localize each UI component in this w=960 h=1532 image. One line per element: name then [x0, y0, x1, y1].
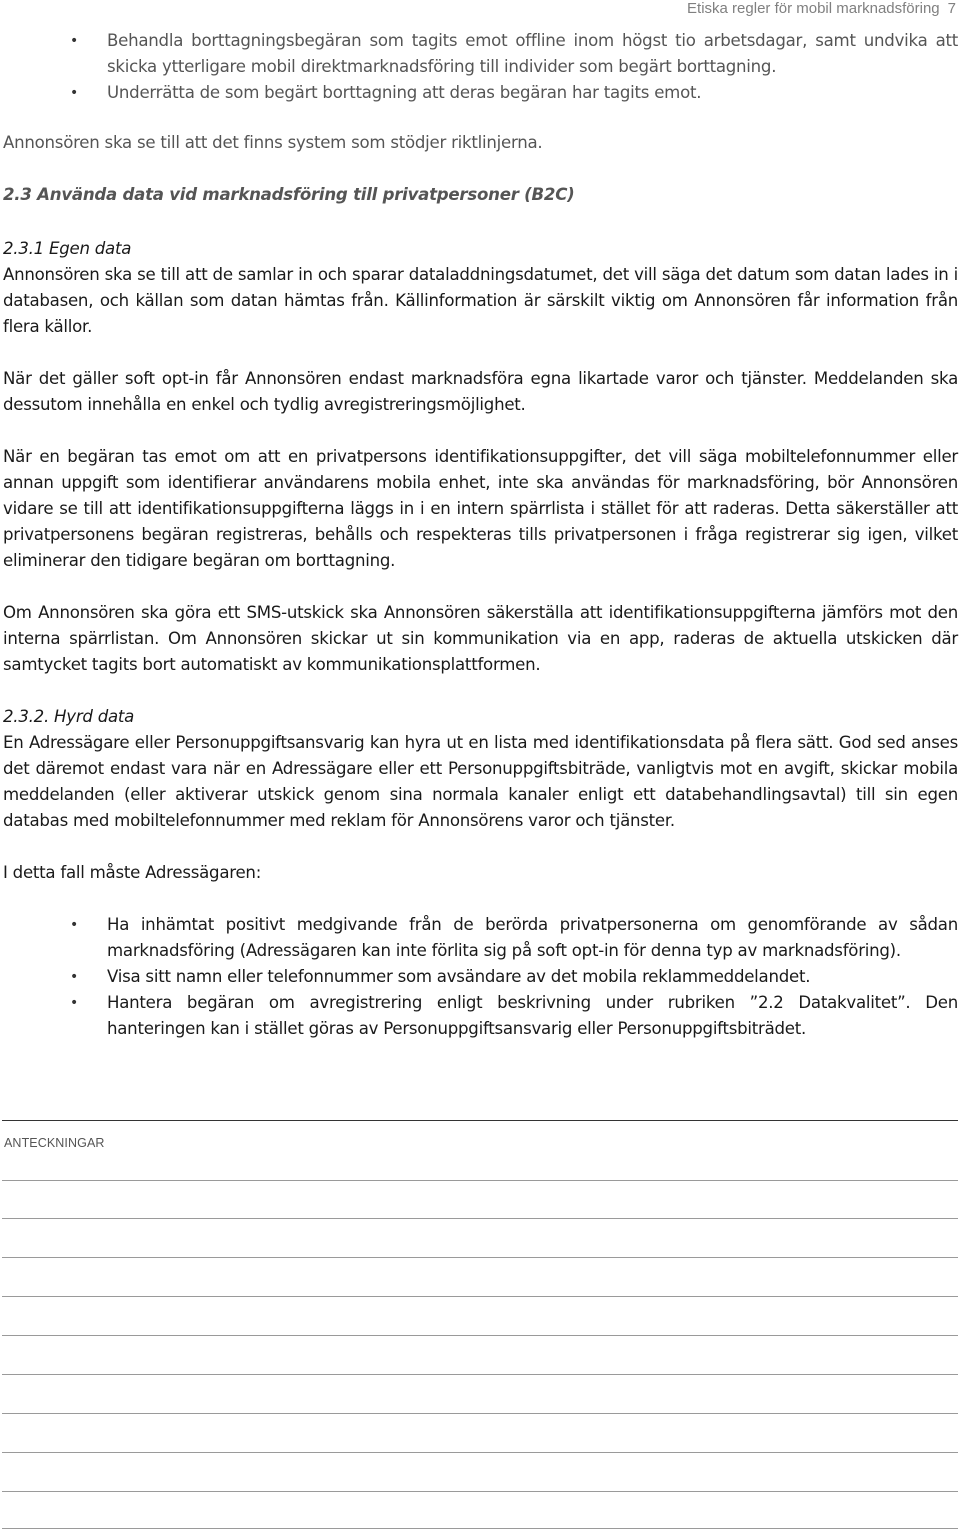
paragraph-egen-data: Annonsören ska se till att de samlar in och sparar dataladdningsdatumet, det vill säga det datum som datan lades in i databasen, och källan som datan hämtas från. Källinformation är särskilt viktig om Annonsören får information från flera källor. — [3, 265, 958, 336]
page-number: 7 — [947, 0, 956, 17]
note-line — [2, 1491, 958, 1492]
note-line — [2, 1452, 958, 1453]
subsection-heading-hyrd-data: 2.3.2. Hyrd data — [3, 707, 135, 726]
list-item: • Ha inhämtat positivt medgivande från de berörda privatpersonerna om genomförande av sådan marknadsföring (Adressägaren kan inte förlita sig på soft opt-in för denna typ av marknadsföring). — [3, 912, 958, 964]
note-line — [2, 1180, 958, 1181]
requirements-bullet-list — [3, 912, 958, 1042]
note-line — [2, 1335, 958, 1336]
running-header — [687, 0, 956, 18]
paragraph-hyrd-data: En Adressägare eller Personuppgiftsansvarig kan hyra ut en lista med identifikationsdata på flera sätt. God sed anses det däremot endast vara när en Adressägare eller ett Personuppgiftsbiträde, vanligtvis mot en avgift, skickar mobila meddelanden (eller aktiverar utskick genom sina normala kanaler enligt ett databehandlingsavtal) till sin egen databas med mobiltelefonnummer med reklam för Annonsörens varor och tjänster. — [3, 733, 958, 830]
list-item: • Underrätta de som begärt borttagning att deras begäran har tagits emot. — [3, 80, 958, 106]
note-line — [2, 1218, 958, 1219]
paragraph-soft-opt-in: När det gäller soft opt-in får Annonsören endast marknadsföra egna likartade varor och tjänster. Meddelanden ska dessutom innehålla en enkel och tydlig avregistreringsmöjlighet. — [3, 369, 958, 414]
notes-divider — [2, 1120, 958, 1121]
paragraph-sms: Om Annonsören ska göra ett SMS-utskick ska Annonsören säkerställa att identifikationsuppgifterna jämförs mot den interna spärrlistan. Om Annonsören skickar ut sin kommunikation via en app, raderas de aktuella utskicken där samtycket tagits bort automatiskt av kommunikationsplattformen. — [3, 603, 958, 674]
list-item: • Visa sitt namn eller telefonnummer som avsändare av det mobila reklammeddelandet. — [3, 964, 958, 990]
list-item: • Hantera begäran om avregistrering enligt beskrivning under rubriken ”2.2 Datakvalitet”. Den hanteringen kan i stället göras av Personuppgiftsansvarig eller Personuppgiftsbiträdet. — [3, 990, 958, 1042]
offline-requests-bullet-list — [3, 28, 958, 106]
note-line — [2, 1413, 958, 1414]
section-heading: 2.3 Använda data vid marknadsföring till privatpersoner (B2C) — [3, 185, 575, 204]
note-line — [2, 1374, 958, 1375]
note-line — [2, 1528, 958, 1529]
paragraph-system: Annonsören ska se till att det finns system som stödjer riktlinjerna. — [3, 133, 543, 152]
paragraph-requirements-intro: I detta fall måste Adressägaren: — [3, 863, 262, 882]
header-title: Etiska regler för mobil marknadsföring — [687, 0, 940, 17]
subsection-heading-egen-data: 2.3.1 Egen data — [3, 239, 132, 258]
document-body — [3, 28, 958, 1042]
notes-label: ANTECKNINGAR — [4, 1136, 105, 1150]
list-item: • Behandla borttagningsbegäran som tagits emot offline inom högst tio arbetsdagar, samt undvika att skicka ytterligare mobil direktmarknadsföring till individer som begärt borttagning. — [3, 28, 958, 80]
note-line — [2, 1257, 958, 1258]
paragraph-request-handling: När en begäran tas emot om att en privatpersons identifikationsuppgifter, det vill säga mobiltelefonnummer eller annan uppgift som identifierar användarens mobila enhet, inte ska användas för marknadsföring, bör Annonsören vidare se till att identifikationsuppgifterna läggs in i en intern spärrlista i stället för att raderas. Detta säkerställer att privatpersonens begäran registreras, behålls och respekteras tills privatpersonen i fråga registrerar sig igen, vilket eliminerar den tidigare begäran om borttagning. — [3, 447, 958, 570]
note-line — [2, 1296, 958, 1297]
